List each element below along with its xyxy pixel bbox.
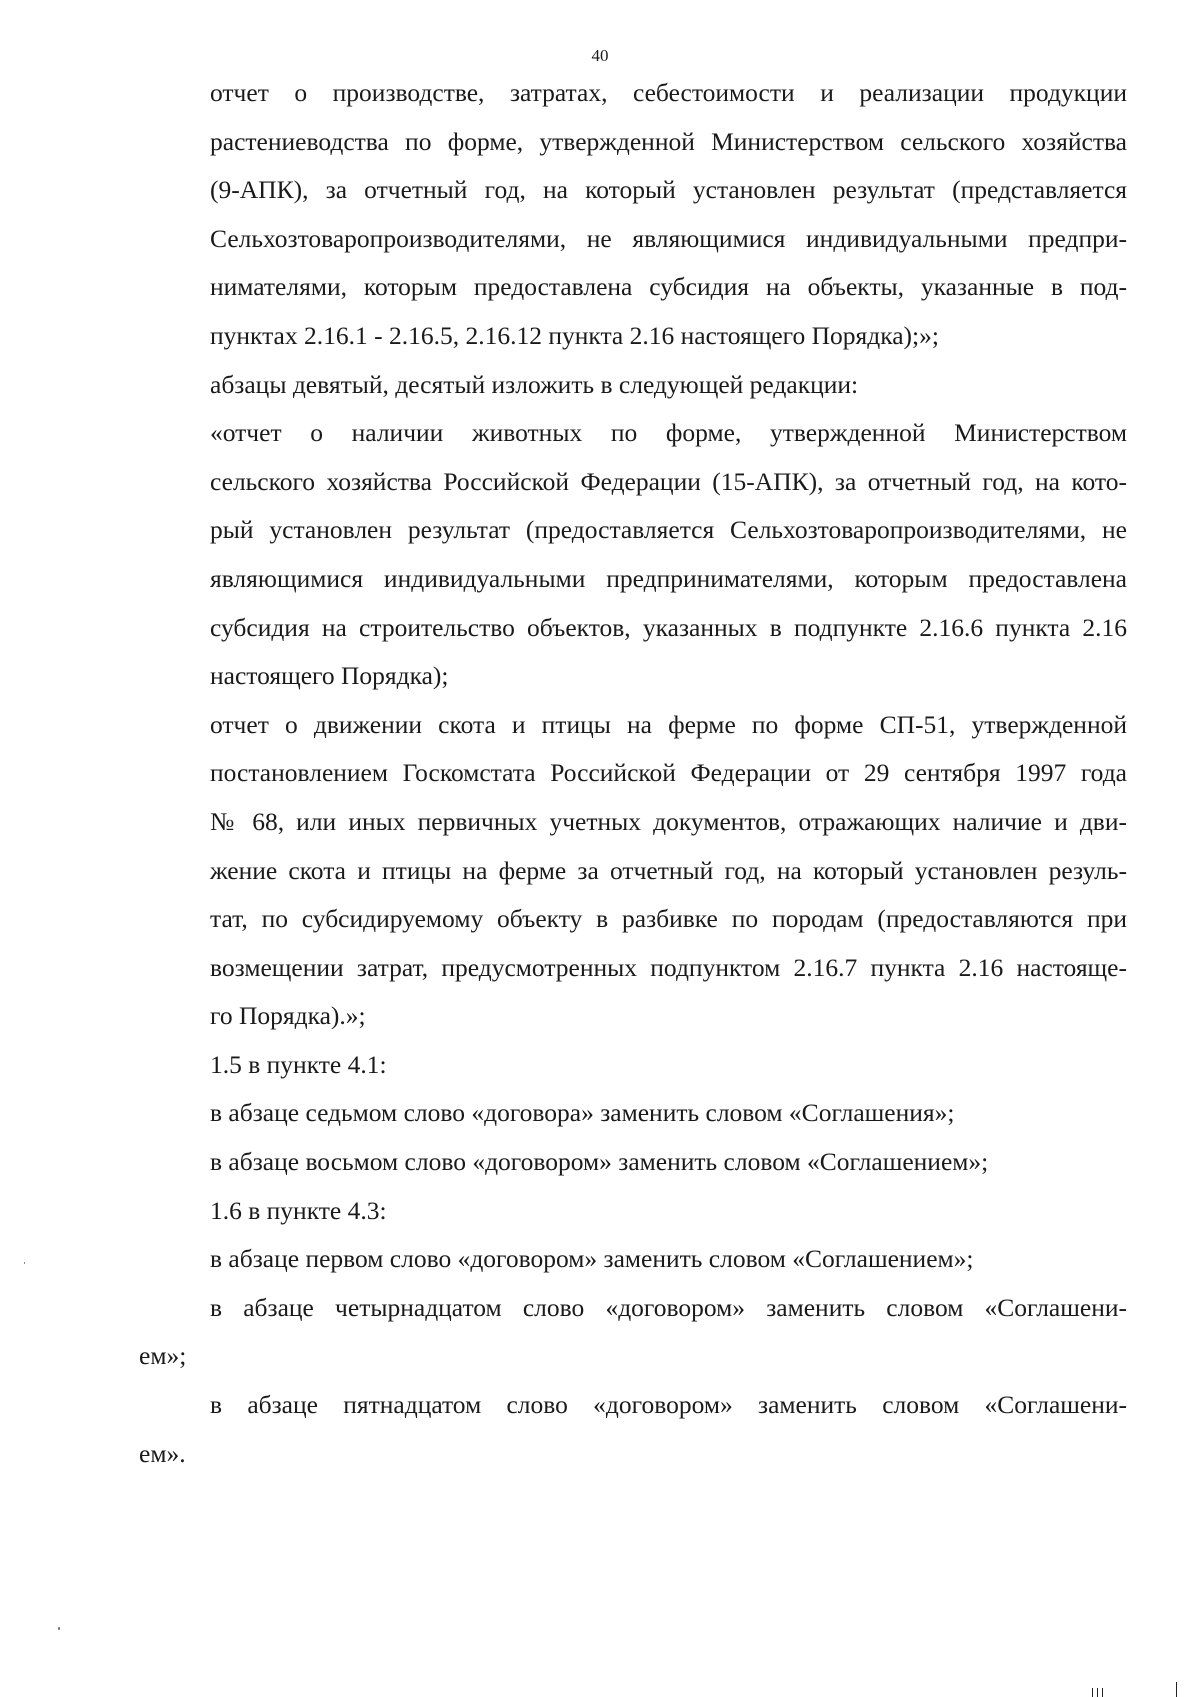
text-line: субсидия на строительство объектов, указанных в подпункте 2.16.6 пункта 2.16 <box>210 612 1127 642</box>
text-line: ем». <box>139 1438 186 1468</box>
text-line: 1.5 в пункте 4.1: <box>210 1049 387 1079</box>
paragraph-item-1-6 <box>139 1187 1127 1236</box>
scan-speck <box>24 1262 25 1264</box>
scan-edge-mark <box>1092 1688 1093 1697</box>
paragraph-report-livestock-movement <box>139 701 1127 1041</box>
text-line: рый установлен результат (предоставляется Сельхозтоваропроизводителями, не <box>210 515 1127 545</box>
paragraph-amend-ninth-tenth <box>139 361 1127 410</box>
text-line: жение скота и птицы на ферме за отчетный год, на который установлен резуль- <box>210 855 1127 885</box>
scan-edge-mark <box>1097 1688 1098 1697</box>
text-line: настоящего Порядка); <box>210 661 449 691</box>
scan-edge-mark <box>1176 1682 1177 1697</box>
text-line: постановлением Госкомстата Российской Федерации от 29 сентября 1997 года <box>210 758 1127 788</box>
text-line: отчет о движении скота и птицы на ферме по форме СП-51, утвержденной <box>210 709 1127 739</box>
text-line: Сельхозтоваропроизводителями, не являющимися индивидуальными предпри- <box>210 223 1127 253</box>
scan-speck <box>58 1627 60 1630</box>
text-line: пунктах 2.16.1 - 2.16.5, 2.16.12 пункта 2.16 настоящего Порядка);»; <box>210 320 939 350</box>
text-line: растениеводства по форме, утвержденной Министерством сельского хозяйства <box>210 126 1127 156</box>
text-line: возмещении затрат, предусмотренных подпунктом 2.16.7 пункта 2.16 настояще- <box>210 952 1127 982</box>
text-line: являющимися индивидуальными предпринимателями, которым предоставлена <box>210 563 1127 593</box>
paragraph-eighth-abzats <box>139 1138 1127 1187</box>
text-line: сельского хозяйства Российской Федерации (15-АПК), за отчетный год, на кото- <box>210 466 1127 496</box>
document-body <box>139 69 1127 1478</box>
paragraph-fourteenth-abzats <box>139 1284 1127 1381</box>
text-line: тат, по субсидируемому объекту в разбивке по породам (предоставляются при <box>210 904 1127 934</box>
text-line: го Порядка).»; <box>210 1001 366 1031</box>
paragraph-first-abzats <box>139 1235 1127 1284</box>
text-line: в абзаце седьмом слово «договора» заменить словом «Соглашения»; <box>210 1098 955 1128</box>
text-line: в абзаце первом слово «договором» заменить словом «Соглашением»; <box>210 1244 974 1274</box>
paragraph-fifteenth-abzats <box>139 1381 1127 1478</box>
text-line: нимателями, которым предоставлена субсидия на объекты, указанные в под- <box>210 272 1127 302</box>
paragraph-report-crop-production <box>139 69 1127 361</box>
paragraph-seventh-abzats <box>139 1089 1127 1138</box>
paragraph-item-1-5 <box>139 1041 1127 1090</box>
text-line: в абзаце восьмом слово «договором» заменить словом «Соглашением»; <box>210 1147 989 1177</box>
text-line: ем»; <box>139 1341 187 1371</box>
text-line: отчет о производстве, затратах, себестоимости и реализации продукции <box>210 78 1127 107</box>
paragraph-report-animals <box>139 409 1127 701</box>
page-number: 40 <box>591 46 609 65</box>
text-line: 1.6 в пункте 4.3: <box>210 1195 387 1225</box>
text-line: (9-АПК), за отчетный год, на который установлен результат (представляется <box>210 175 1127 205</box>
text-line: в абзаце пятнадцатом слово «договором» заменить словом «Соглашени- <box>210 1390 1127 1420</box>
text-line: в абзаце четырнадцатом слово «договором» заменить словом «Соглашени- <box>210 1292 1127 1322</box>
scan-edge-mark <box>1102 1688 1103 1697</box>
text-line: № 68, или иных первичных учетных документов, отражающих наличие и дви- <box>210 806 1127 836</box>
text-line: «отчет о наличии животных по форме, утвержденной Министерством <box>210 418 1127 448</box>
text-line: абзацы девятый, десятый изложить в следующей редакции: <box>210 369 859 399</box>
